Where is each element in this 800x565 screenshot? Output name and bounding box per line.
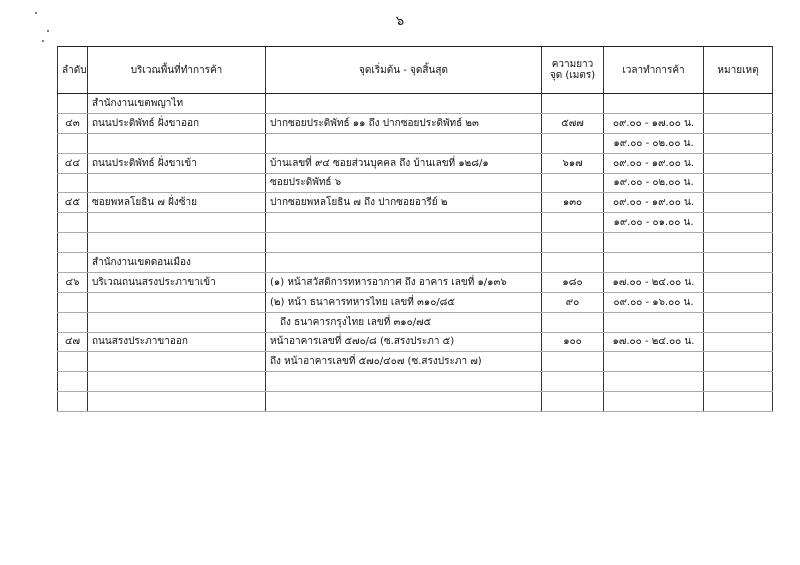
cell-no <box>58 233 88 253</box>
page-number: ๖ <box>395 14 405 29</box>
cell-length: ๑๐๐ <box>542 332 604 352</box>
cell-area: ถนนสรงประภาขาออก <box>88 332 266 352</box>
cell-area: ถนนประดิพัทธ์ ฝั่งขาออก <box>88 113 266 133</box>
cell-time <box>604 94 704 114</box>
cell-note <box>704 94 773 114</box>
cell-length <box>542 133 604 153</box>
cell-time: ๐๙.๐๐ - ๑๗.๐๐ น. <box>604 113 704 133</box>
cell-area <box>88 213 266 233</box>
cell-area <box>88 352 266 372</box>
table-row <box>58 233 773 253</box>
cell-range: ซอยประดิพัทธ์ ๖ <box>266 173 542 193</box>
header-length: ความยาวจุด (เมตร) <box>542 47 604 94</box>
cell-no: ๔๔ <box>58 153 88 173</box>
table-body <box>58 94 773 412</box>
cell-time <box>604 312 704 332</box>
cell-time: ๑๗.๐๐ - ๒๔.๐๐ น. <box>604 332 704 352</box>
table-row <box>58 113 773 133</box>
cell-time: ๑๙.๐๐ - ๐๒.๐๐ น. <box>604 173 704 193</box>
cell-length <box>542 312 604 332</box>
cell-time: ๐๙.๐๐ - ๑๙.๐๐ น. <box>604 153 704 173</box>
cell-range <box>266 133 542 153</box>
cell-length <box>542 372 604 392</box>
cell-time <box>604 253 704 273</box>
cell-area: สำนักงานเขตดอนเมือง <box>88 253 266 273</box>
cell-range <box>266 372 542 392</box>
cell-note <box>704 213 773 233</box>
cell-no <box>58 173 88 193</box>
table-row <box>58 133 773 153</box>
cell-area: สำนักงานเขตพญาไท <box>88 94 266 114</box>
cell-no: ๔๕ <box>58 193 88 213</box>
cell-note <box>704 153 773 173</box>
cell-area <box>88 292 266 312</box>
cell-no: ๔๓ <box>58 113 88 133</box>
cell-area <box>88 173 266 193</box>
table-row <box>58 153 773 173</box>
cell-area <box>88 372 266 392</box>
scan-speck <box>35 12 37 14</box>
cell-range <box>266 392 542 412</box>
cell-note <box>704 173 773 193</box>
cell-range: หน้าอาคารเลขที่ ๕๗๐/๘ (ซ.สรงประภา ๕) <box>266 332 542 352</box>
cell-no: ๔๖ <box>58 272 88 292</box>
table-row <box>58 372 773 392</box>
cell-note <box>704 292 773 312</box>
cell-time: ๑๗.๐๐ - ๒๔.๐๐ น. <box>604 272 704 292</box>
cell-range: บ้านเลขที่ ๙๔ ซอยส่วนบุคคล ถึง บ้านเลขที่ ๑๒๘/๑ <box>266 153 542 173</box>
header-range: จุดเริ่มต้น - จุดสิ้นสุด <box>266 47 542 94</box>
cell-area <box>88 133 266 153</box>
cell-range: ปากซอยพหลโยธิน ๗ ถึง ปากซอยอารีย์ ๒ <box>266 193 542 213</box>
cell-note <box>704 372 773 392</box>
table-row <box>58 173 773 193</box>
cell-area: บริเวณถนนสรงประภาขาเข้า <box>88 272 266 292</box>
cell-time <box>604 392 704 412</box>
cell-length: ๖๑๗ <box>542 153 604 173</box>
cell-no: ๔๗ <box>58 332 88 352</box>
cell-length <box>542 233 604 253</box>
cell-length <box>542 213 604 233</box>
cell-range <box>266 253 542 273</box>
cell-length: ๙๐ <box>542 292 604 312</box>
cell-area <box>88 233 266 253</box>
cell-area: ถนนประดิพัทธ์ ฝั่งขาเข้า <box>88 153 266 173</box>
cell-note <box>704 352 773 372</box>
table-row <box>58 193 773 213</box>
cell-range <box>266 213 542 233</box>
cell-no <box>58 312 88 332</box>
cell-no <box>58 253 88 273</box>
cell-length: ๑๘๐ <box>542 272 604 292</box>
cell-range: ถึง หน้าอาคารเลขที่ ๕๗๐/๔๐๗ (ซ.สรงประภา ๗) <box>266 352 542 372</box>
cell-length: ๕๗๗ <box>542 113 604 133</box>
scan-speck <box>42 40 44 42</box>
cell-time <box>604 372 704 392</box>
cell-note <box>704 253 773 273</box>
cell-time <box>604 352 704 372</box>
cell-area <box>88 312 266 332</box>
district-row <box>58 94 773 114</box>
table-row <box>58 392 773 412</box>
cell-time <box>604 233 704 253</box>
scan-speck <box>47 30 49 32</box>
cell-note <box>704 392 773 412</box>
cell-note <box>704 233 773 253</box>
cell-no <box>58 94 88 114</box>
cell-note <box>704 332 773 352</box>
table-row <box>58 213 773 233</box>
cell-time: ๑๙.๐๐ - ๐๑.๐๐ น. <box>604 213 704 233</box>
cell-note <box>704 272 773 292</box>
header-no: ลำดับ <box>58 47 88 94</box>
cell-note <box>704 133 773 153</box>
cell-no <box>58 292 88 312</box>
cell-length: ๑๓๐ <box>542 193 604 213</box>
cell-length <box>542 173 604 193</box>
cell-range <box>266 233 542 253</box>
cell-note <box>704 113 773 133</box>
cell-length <box>542 392 604 412</box>
cell-time: ๐๙.๐๐ - ๑๙.๐๐ น. <box>604 193 704 213</box>
cell-area <box>88 392 266 412</box>
cell-range: ถึง ธนาคารกรุงไทย เลขที่ ๓๑๐/๗๕ <box>266 312 542 332</box>
cell-length <box>542 94 604 114</box>
cell-length <box>542 352 604 372</box>
cell-area: ซอยพหลโยธิน ๗ ฝั่งซ้าย <box>88 193 266 213</box>
header-time: เวลาทำการค้า <box>604 47 704 94</box>
header-area: บริเวณพื้นที่ทำการค้า <box>88 47 266 94</box>
cell-range <box>266 94 542 114</box>
cell-no <box>58 213 88 233</box>
cell-no <box>58 352 88 372</box>
cell-no <box>58 372 88 392</box>
header-note: หมายเหตุ <box>704 47 773 94</box>
district-row <box>58 253 773 273</box>
table-row <box>58 352 773 372</box>
table-row <box>58 312 773 332</box>
table-row <box>58 332 773 352</box>
cell-range: (๑) หน้าสวัสดิการทหารอากาศ ถึง อาคาร เลขที่ ๑/๑๓๖ <box>266 272 542 292</box>
cell-length <box>542 253 604 273</box>
cell-note <box>704 312 773 332</box>
table-header-row <box>58 47 773 94</box>
cell-range: (๒) หน้า ธนาคารทหารไทย เลขที่ ๓๑๐/๘๕ <box>266 292 542 312</box>
cell-range: ปากซอยประดิพัทธ์ ๑๑ ถึง ปากซอยประดิพัทธ์ ๒๓ <box>266 113 542 133</box>
cell-no <box>58 392 88 412</box>
table-row <box>58 292 773 312</box>
cell-no <box>58 133 88 153</box>
cell-time: ๑๙.๐๐ - ๐๒.๐๐ น. <box>604 133 704 153</box>
vendor-area-table <box>57 46 773 412</box>
cell-note <box>704 193 773 213</box>
cell-time: ๐๙.๐๐ - ๑๖.๐๐ น. <box>604 292 704 312</box>
table-row <box>58 272 773 292</box>
